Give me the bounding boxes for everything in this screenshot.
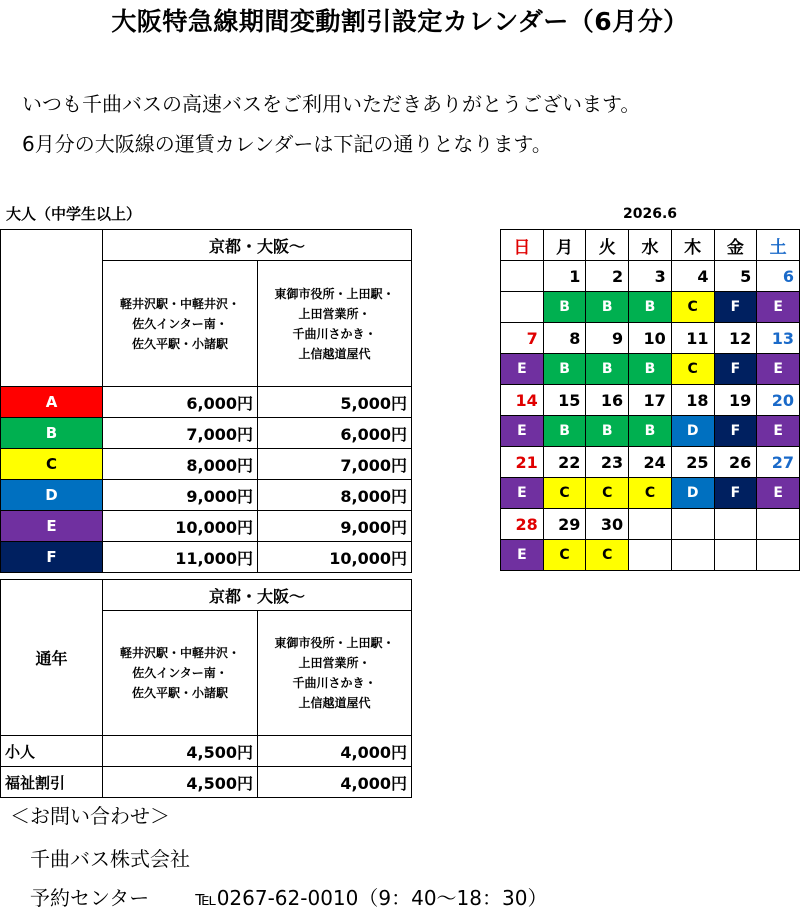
fare-row-a <box>1 387 412 418</box>
fare-price-group-2: 5,000円 <box>258 387 412 418</box>
calendar-fare-class: D <box>671 416 714 447</box>
calendar-fare-class <box>714 540 757 571</box>
fare-class-label: C <box>1 449 103 480</box>
calendar-fare-class: B <box>586 292 629 323</box>
calendar-fare-class: B <box>629 416 672 447</box>
annual-price-group-2: 4,000円 <box>258 736 412 767</box>
calendar-date: 20 <box>757 385 800 416</box>
fare-class-label: F <box>1 542 103 573</box>
page-title: 大阪特急線期間変動割引設定カレンダー（6月分） <box>111 7 689 36</box>
calendar-class-row <box>501 540 800 571</box>
fare-class-label: B <box>1 418 103 449</box>
weekday-header-row <box>501 230 800 261</box>
fare-price-group-2: 8,000円 <box>258 480 412 511</box>
annual-row-label: 福祉割引 <box>1 767 103 798</box>
calendar-date: 28 <box>501 509 544 540</box>
phone-number: ℡0267-62-0010（9：40～18：30） <box>195 886 548 910</box>
calendar-date: 12 <box>714 323 757 354</box>
calendar-date-row <box>501 261 800 292</box>
contact-heading: ＜お問い合わせ＞ <box>10 804 170 828</box>
calendar-date: 14 <box>501 385 544 416</box>
calendar-date <box>714 509 757 540</box>
calendar-date <box>629 509 672 540</box>
calendar-fare-class: B <box>586 416 629 447</box>
fare-price-group-2: 7,000円 <box>258 449 412 480</box>
origin-group-2: 東御市役所・上田駅・ 上田営業所・ 千曲川さかき・ 上信越道屋代 <box>258 261 412 387</box>
calendar-date: 30 <box>586 509 629 540</box>
calendar-fare-class: E <box>501 416 544 447</box>
calendar-date: 8 <box>543 323 586 354</box>
calendar-fare-class: B <box>586 354 629 385</box>
calendar-fare-class: C <box>629 478 672 509</box>
calendar-fare-class: F <box>714 416 757 447</box>
calendar-fare-class: B <box>543 354 586 385</box>
calendar-date <box>501 261 544 292</box>
adult-fare-table <box>0 229 412 573</box>
calendar-fare-class: E <box>757 416 800 447</box>
calendar-date: 26 <box>714 447 757 478</box>
fare-price-group-1: 11,000円 <box>103 542 258 573</box>
calendar-fare-class: F <box>714 354 757 385</box>
calendar-date: 24 <box>629 447 672 478</box>
calendar-year-month: 2026.6 <box>622 206 678 222</box>
calendar-date: 23 <box>586 447 629 478</box>
calendar-fare-class: B <box>629 292 672 323</box>
calendar-fare-class: B <box>543 292 586 323</box>
weekday-header: 日 <box>501 230 544 261</box>
fare-price-group-1: 7,000円 <box>103 418 258 449</box>
origin-group-1: 軽井沢駅・中軽井沢・ 佐久インター南・ 佐久平駅・小諸駅 <box>103 261 258 387</box>
calendar-class-row <box>501 292 800 323</box>
calendar-date-row <box>501 509 800 540</box>
destination-header: 京都・大阪～ <box>103 580 412 611</box>
calendar-date: 7 <box>501 323 544 354</box>
weekday-header: 金 <box>714 230 757 261</box>
annual-row-label: 小人 <box>1 736 103 767</box>
calendar-fare-class <box>757 540 800 571</box>
origin-group-2: 東御市役所・上田駅・ 上田営業所・ 千曲川さかき・ 上信越道屋代 <box>258 611 412 736</box>
calendar-fare-class <box>629 540 672 571</box>
calendar-fare-class: B <box>543 416 586 447</box>
fare-calendar <box>500 229 800 571</box>
calendar-date: 1 <box>543 261 586 292</box>
calendar-date: 13 <box>757 323 800 354</box>
calendar-fare-class: E <box>501 540 544 571</box>
weekday-header: 土 <box>757 230 800 261</box>
calendar-fare-class <box>501 292 544 323</box>
calendar-fare-class: C <box>543 540 586 571</box>
calendar-fare-class: C <box>543 478 586 509</box>
fare-row-c <box>1 449 412 480</box>
calendar-date: 15 <box>543 385 586 416</box>
calendar-date <box>671 509 714 540</box>
fare-price-group-2: 9,000円 <box>258 511 412 542</box>
calendar-date: 21 <box>501 447 544 478</box>
weekday-header: 月 <box>543 230 586 261</box>
weekday-header: 水 <box>629 230 672 261</box>
annual-fare-table <box>0 579 412 798</box>
weekday-header: 木 <box>671 230 714 261</box>
annual-row <box>1 736 412 767</box>
annual-row <box>1 767 412 798</box>
adult-section-label: 大人（中学生以上） <box>6 205 142 223</box>
calendar-date-row <box>501 323 800 354</box>
calendar-fare-class: D <box>671 478 714 509</box>
fare-price-group-1: 8,000円 <box>103 449 258 480</box>
calendar-date: 4 <box>671 261 714 292</box>
weekday-header: 火 <box>586 230 629 261</box>
calendar-fare-class: E <box>501 354 544 385</box>
contact-company: 千曲バス株式会社 <box>30 847 190 871</box>
calendar-date: 3 <box>629 261 672 292</box>
fare-class-label: D <box>1 480 103 511</box>
calendar-date: 9 <box>586 323 629 354</box>
fare-row-b <box>1 418 412 449</box>
calendar-date: 5 <box>714 261 757 292</box>
calendar-fare-class: E <box>757 478 800 509</box>
calendar-fare-class: B <box>629 354 672 385</box>
calendar-fare-class <box>671 540 714 571</box>
calendar-date: 16 <box>586 385 629 416</box>
fare-price-group-2: 6,000円 <box>258 418 412 449</box>
fare-row-f <box>1 542 412 573</box>
corner-cell <box>1 230 103 387</box>
calendar-fare-class: E <box>757 292 800 323</box>
calendar-date: 10 <box>629 323 672 354</box>
origin-group-1: 軽井沢駅・中軽井沢・ 佐久インター南・ 佐久平駅・小諸駅 <box>103 611 258 736</box>
fare-price-group-1: 9,000円 <box>103 480 258 511</box>
calendar-date: 25 <box>671 447 714 478</box>
fare-price-group-1: 10,000円 <box>103 511 258 542</box>
fare-class-label: A <box>1 387 103 418</box>
intro-line-1: いつも千曲バスの高速バスをご利用いただきありがとうございます。 <box>22 92 641 116</box>
calendar-class-row <box>501 416 800 447</box>
calendar-date-row <box>501 447 800 478</box>
calendar-class-row <box>501 354 800 385</box>
annual-price-group-1: 4,500円 <box>103 736 258 767</box>
calendar-date: 22 <box>543 447 586 478</box>
destination-header: 京都・大阪～ <box>103 230 412 261</box>
fare-price-group-2: 10,000円 <box>258 542 412 573</box>
calendar-date: 17 <box>629 385 672 416</box>
calendar-date: 27 <box>757 447 800 478</box>
calendar-fare-class: F <box>714 478 757 509</box>
calendar-fare-class: C <box>586 478 629 509</box>
calendar-date: 18 <box>671 385 714 416</box>
calendar-fare-class: C <box>586 540 629 571</box>
annual-price-group-1: 4,500円 <box>103 767 258 798</box>
intro-line-2: 6月分の大阪線の運賃カレンダーは下記の通りとなります。 <box>22 132 552 156</box>
calendar-date-row <box>501 385 800 416</box>
calendar-date: 2 <box>586 261 629 292</box>
fare-class-label: E <box>1 511 103 542</box>
calendar-fare-class: C <box>671 292 714 323</box>
annual-price-group-2: 4,000円 <box>258 767 412 798</box>
calendar-date: 29 <box>543 509 586 540</box>
calendar-fare-class: E <box>757 354 800 385</box>
calendar-date: 19 <box>714 385 757 416</box>
fare-price-group-1: 6,000円 <box>103 387 258 418</box>
calendar-date: 11 <box>671 323 714 354</box>
annual-label: 通年 <box>1 580 103 736</box>
calendar-date: 6 <box>757 261 800 292</box>
calendar-fare-class: C <box>671 354 714 385</box>
fare-row-e <box>1 511 412 542</box>
calendar-class-row <box>501 478 800 509</box>
contact-center <box>30 882 547 911</box>
calendar-fare-class: E <box>501 478 544 509</box>
calendar-fare-class: F <box>714 292 757 323</box>
fare-row-d <box>1 480 412 511</box>
reservation-center-label: 予約センター <box>30 886 150 910</box>
calendar-date <box>757 509 800 540</box>
